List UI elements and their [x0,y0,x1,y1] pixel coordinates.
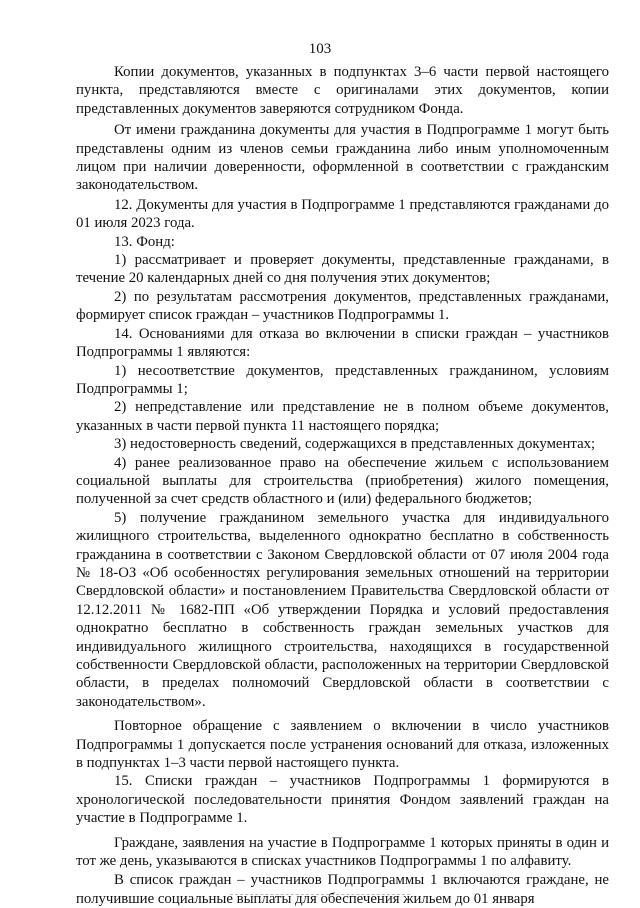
paragraph-list-inclusion: В список граждан – участников Подпрограммы 1 включаются граждане, не получившие социальные выплаты для обеспечения жильем до 01 января [76,872,609,907]
paragraph-item-14-sub-5: 5) получение гражданином земельного участка для индивидуального жилищного строительства, выделенного однократно бесплатно в собственность гражданина в соответствии с Законом Свердловской области от 07 июля 2004 года № 18-ОЗ «Об особенностях регулирования земельных отношений на территории Свердловской области» и постановлением Правительства Свердловской области от 12.12.2011 № 1682-ПП «Об утверждении Порядка и условий предоставления однократно бесплатно в собственность граждан земельных участков для индивидуального жилищного строительства, находящихся в государственной собственности Свердловской области, расположенных на территории Свердловской области, в пределах полномочий Свердловской области в соответствии с законодательством». [76,509,609,710]
paragraph-on-behalf-of-citizen: От имени гражданина документы для участия в Подпрограмме 1 могут быть представлены одним из членов семьи гражданина либо иным уполномоченным лицом при наличии доверенности, оформленной в соответствии с гражданским законодательством. [76,122,609,194]
paragraph-same-day-alphabetical: Граждане, заявления на участие в Подпрограмме 1 которых приняты в один и тот же день, указываются в списках участников Подпрограммы 1 по алфавиту. [76,834,609,870]
paragraph-item-13: 13. Фонд: [114,233,175,250]
paragraph-repeated-application: Повторное обращение с заявлением о включении в число участников Подпрограммы 1 допускается после устранения оснований для отказа, изложенных в подпунктах 1–3 части первой настоящего пункта. [76,718,609,772]
paragraph-item-13-sub-2: 2) по результатам рассмотрения документов, представленных гражданами, формирует список граждан – участников Подпрограммы 1. [76,288,609,324]
paragraph-item-12: 12. Документы для участия в Подпрограмме 1 представляются гражданами до 01 июля 2023 года. [76,196,609,232]
bottom-scan-mark [230,894,410,895]
paragraph-item-13-sub-1: 1) рассматривает и проверяет документы, представленные гражданами, в течение 20 календарных дней со дня получения этих документов; [76,252,609,287]
paragraph-item-15: 15. Списки граждан – участников Подпрограммы 1 формируются в хронологической последовательности принятия Фондом заявлений граждан на участие в Подпрограмме 1. [76,773,609,827]
paragraph-copies-of-documents: Копии документов, указанных в подпунктах 3–6 части первой настоящего пункта, представляются вместе с оригиналами этих документов, копии представленных документов заверяются сотрудником Фонда. [76,64,609,117]
paragraph-item-14-sub-1: 1) несоответствие документов, представленных гражданином, условиям Подпрограммы 1; [76,362,609,397]
document-body [76,63,609,908]
paragraph-item-14-sub-3: 3) недостоверность сведений, содержащихся в представленных документах; [114,436,596,453]
page-number: 103 [308,41,332,57]
paragraph-item-14-sub-2: 2) непредставление или представление не в полном объеме документов, указанных в части первой пункта 11 настоящего порядка; [76,399,609,434]
paragraph-item-14-sub-4: 4) ранее реализованное право на обеспечение жильем с использованием социальной выплаты для строительства (приобретения) жилого помещения, полученной за счет средств областного и (или) федерального бюджетов; [76,454,609,508]
paragraph-item-14: 14. Основаниями для отказа во включении в списки граждан – участников Подпрограммы 1 являются: [76,325,609,361]
